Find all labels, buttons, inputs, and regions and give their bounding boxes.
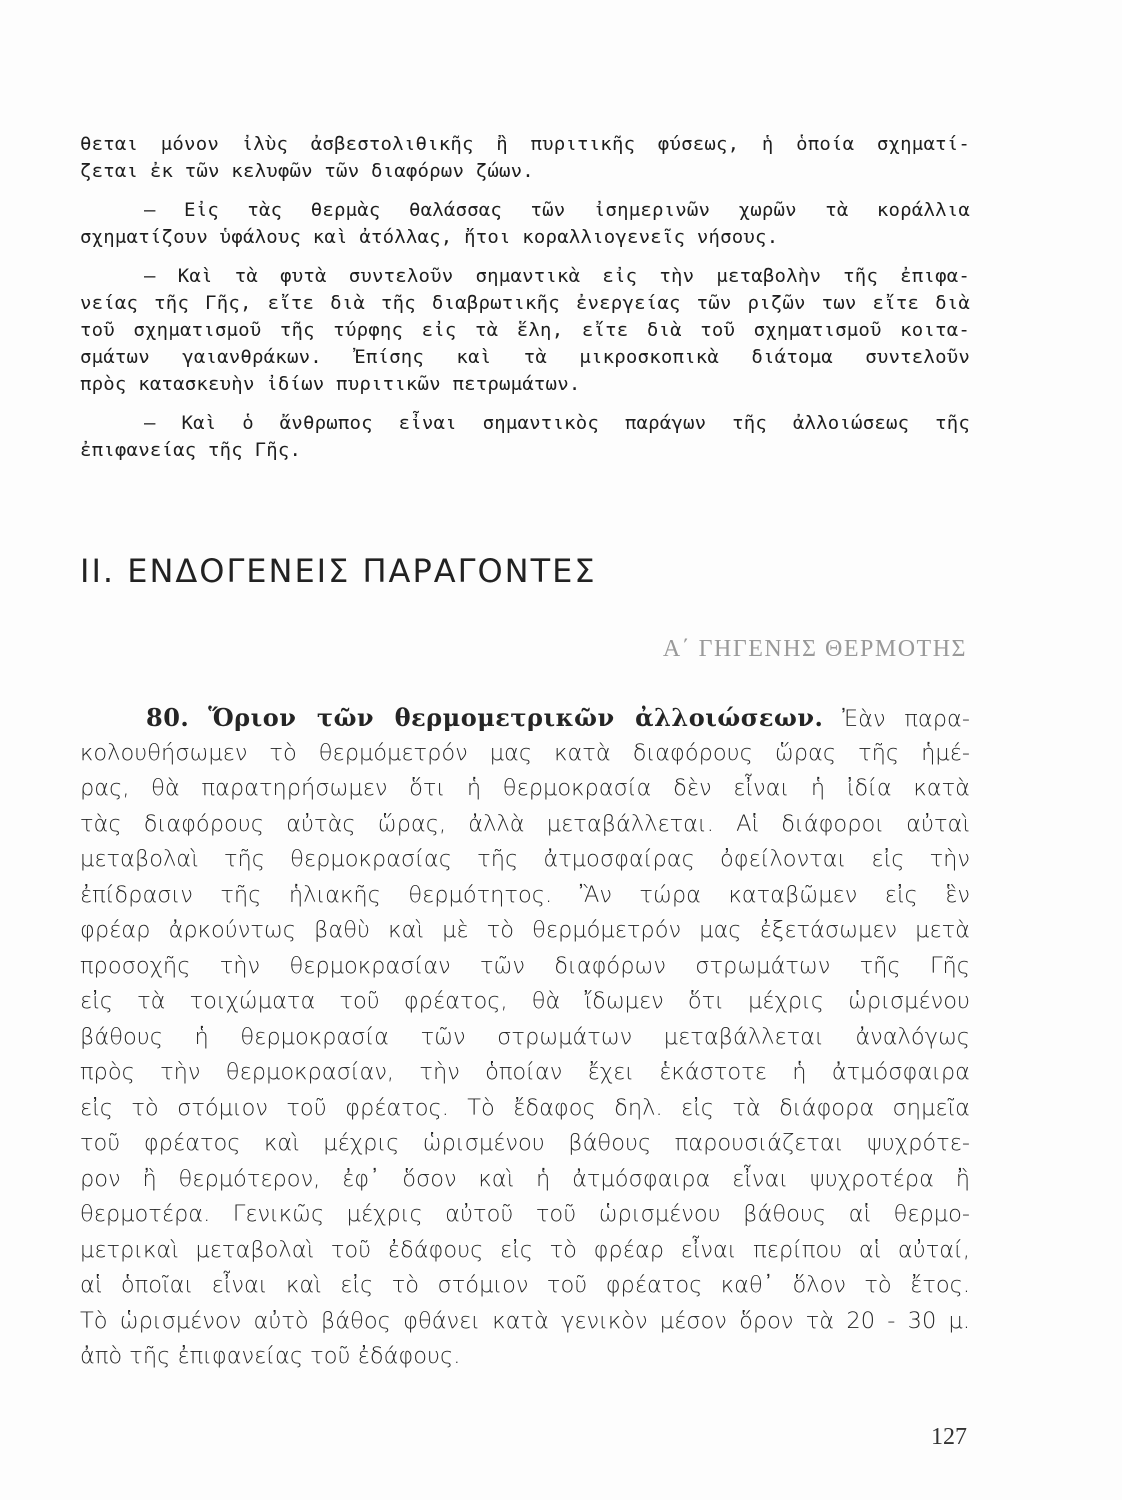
text-line: τοῦ φρέατος καὶ μέχρις ὡρισμένου βάθους παρουσιάζεται ψυχρότε- xyxy=(80,1130,970,1156)
text-line: εἰς τὸ στόμιον τοῦ φρέατος. Τὸ ἔδαφος δηλ. εἰς τὰ διάφορα σημεῖα xyxy=(80,1094,970,1121)
text-line: ρας, θὰ παρατηρήσωμεν ὅτι ἡ θερμοκρασία δὲν εἶναι ἡ ἰδία κατὰ xyxy=(80,775,970,801)
text-line: ζεται ἐκ τῶν κελυφῶν τῶν διαφόρων ζώων. xyxy=(80,160,534,182)
text-line: νείας τῆς Γῆς, εἴτε διὰ τῆς διαβρωτικῆς ἐνεργείας τῶν ριζῶν των εἴτε διὰ xyxy=(80,292,970,314)
paragraph-80 xyxy=(80,700,970,1375)
text-line: μεταβολαὶ τῆς θερμοκρασίας τῆς ἀτμοσφαίρας ὀφείλονται εἰς τὴν xyxy=(80,846,970,872)
text-line: θερμοτέρα. Γενικῶς μέχρις αὐτοῦ τοῦ ὡρισμένου βάθους αἱ θερμο- xyxy=(80,1201,970,1227)
text-line: ἀπὸ τῆς ἐπιφανείας τοῦ ἐδάφους. xyxy=(80,1343,461,1369)
text-line: πρὸς τὴν θερμοκρασίαν, τὴν ὁποίαν ἔχει ἑκάστοτε ἡ ἀτμόσφαιρα xyxy=(80,1059,970,1085)
subsection-heading: Α΄ ΓΗΓΕΝΗΣ ΘΕΡΜΟΤΗΣ xyxy=(662,636,967,662)
text-line: εἰς τὰ τοιχώματα τοῦ φρέατος, θὰ ἴδωμεν ὅτι μέχρις ὡρισμένου xyxy=(80,988,970,1014)
text-line: ἐπίδρασιν τῆς ἡλιακῆς θερμότητος. Ἂν τώρα καταβῶμεν εἰς ἓν xyxy=(80,881,970,908)
text-fragment: Ἐὰν παρα- xyxy=(842,706,970,732)
text-line: κολουθήσωμεν τὸ θερμόμετρόν μας κατὰ διαφόρους ὥρας τῆς ἡμέ- xyxy=(80,739,970,766)
text-line: — Εἰς τὰς θερμὰς θαλάσσας τῶν ἰσημερινῶν χωρῶν τὰ κοράλλια xyxy=(144,199,970,221)
text-line: τοῦ σχηματισμοῦ τῆς τύρφης εἰς τὰ ἕλη, εἴτε διὰ τοῦ σχηματισμοῦ κοιτα- xyxy=(80,319,970,341)
text-line: τὰς διαφόρους αὐτὰς ὥρας, ἀλλὰ μεταβάλλεται. Αἱ διάφοροι αὐταὶ xyxy=(80,810,970,837)
paragraph-first-line xyxy=(80,700,970,736)
text-line: αἱ ὁποῖαι εἶναι καὶ εἰς τὸ στόμιον τοῦ φρέατος καθ᾿ ὅλον τὸ ἔτος. xyxy=(80,1272,970,1298)
text-line: σμάτων γαιανθράκων. Ἐπίσης καὶ τὰ μικροσκοπικὰ διάτομα συντελοῦν xyxy=(80,346,970,368)
text-line: — Καὶ ὁ ἄνθρωπος εἶναι σημαντικὸς παράγων τῆς ἀλλοιώσεως τῆς xyxy=(144,412,970,434)
text-line: — Καὶ τὰ φυτὰ συντελοῦν σημαντικὰ εἰς τὴν μεταβολὴν τῆς ἐπιφα- xyxy=(144,265,970,287)
text-line: ἐπιφανείας τῆς Γῆς. xyxy=(80,439,302,461)
text-line: προσοχῆς τὴν θερμοκρασίαν τῶν διαφόρων στρωμάτων τῆς Γῆς xyxy=(80,952,970,979)
text-line: μετρικαὶ μεταβολαὶ τοῦ ἐδάφους εἰς τὸ φρέαρ εἶναι περίπου αἱ αὐταί, xyxy=(80,1236,970,1263)
text-line: βάθους ἡ θερμοκρασία τῶν στρωμάτων μεταβάλλεται ἀναλόγως xyxy=(80,1023,970,1050)
text-line: θεται μόνον ἰλὺς ἀσβεστολιθικῆς ἢ πυριτικῆς φύσεως, ἡ ὁποία σχηματί- xyxy=(80,133,970,155)
paragraph-number: 80. xyxy=(146,703,190,732)
text-line: ρον ἢ θερμότερον, ἐφ᾿ ὅσον καὶ ἡ ἀτμόσφαιρα εἶναι ψυχροτέρα ἢ xyxy=(80,1165,970,1192)
page-number: 127 xyxy=(931,1424,967,1450)
top-text-block xyxy=(80,131,970,464)
text-line: πρὸς κατασκευὴν ἰδίων πυριτικῶν πετρωμάτων. xyxy=(80,373,581,395)
section-heading: ΙΙ. ΕΝΔΟΓΕΝΕΙΣ ΠΑΡΑΓΟΝΤΕΣ xyxy=(80,552,597,590)
paragraph-title: Ὅριον τῶν θερμομετρικῶν ἀλλοιώσεων. xyxy=(208,703,824,732)
text-line: φρέαρ ἀρκούντως βαθὺ καὶ μὲ τὸ θερμόμετρόν μας ἐξετάσωμεν μετὰ xyxy=(80,917,970,943)
text-line: σχηματίζουν ὑφάλους καὶ ἀτόλλας, ἤτοι κοραλλιογενεῖς νήσους. xyxy=(80,226,779,248)
text-line: Τὸ ὡρισμένον αὐτὸ βάθος φθάνει κατὰ γενικὸν μέσον ὅρον τὰ 20 - 30 μ. xyxy=(80,1307,970,1334)
